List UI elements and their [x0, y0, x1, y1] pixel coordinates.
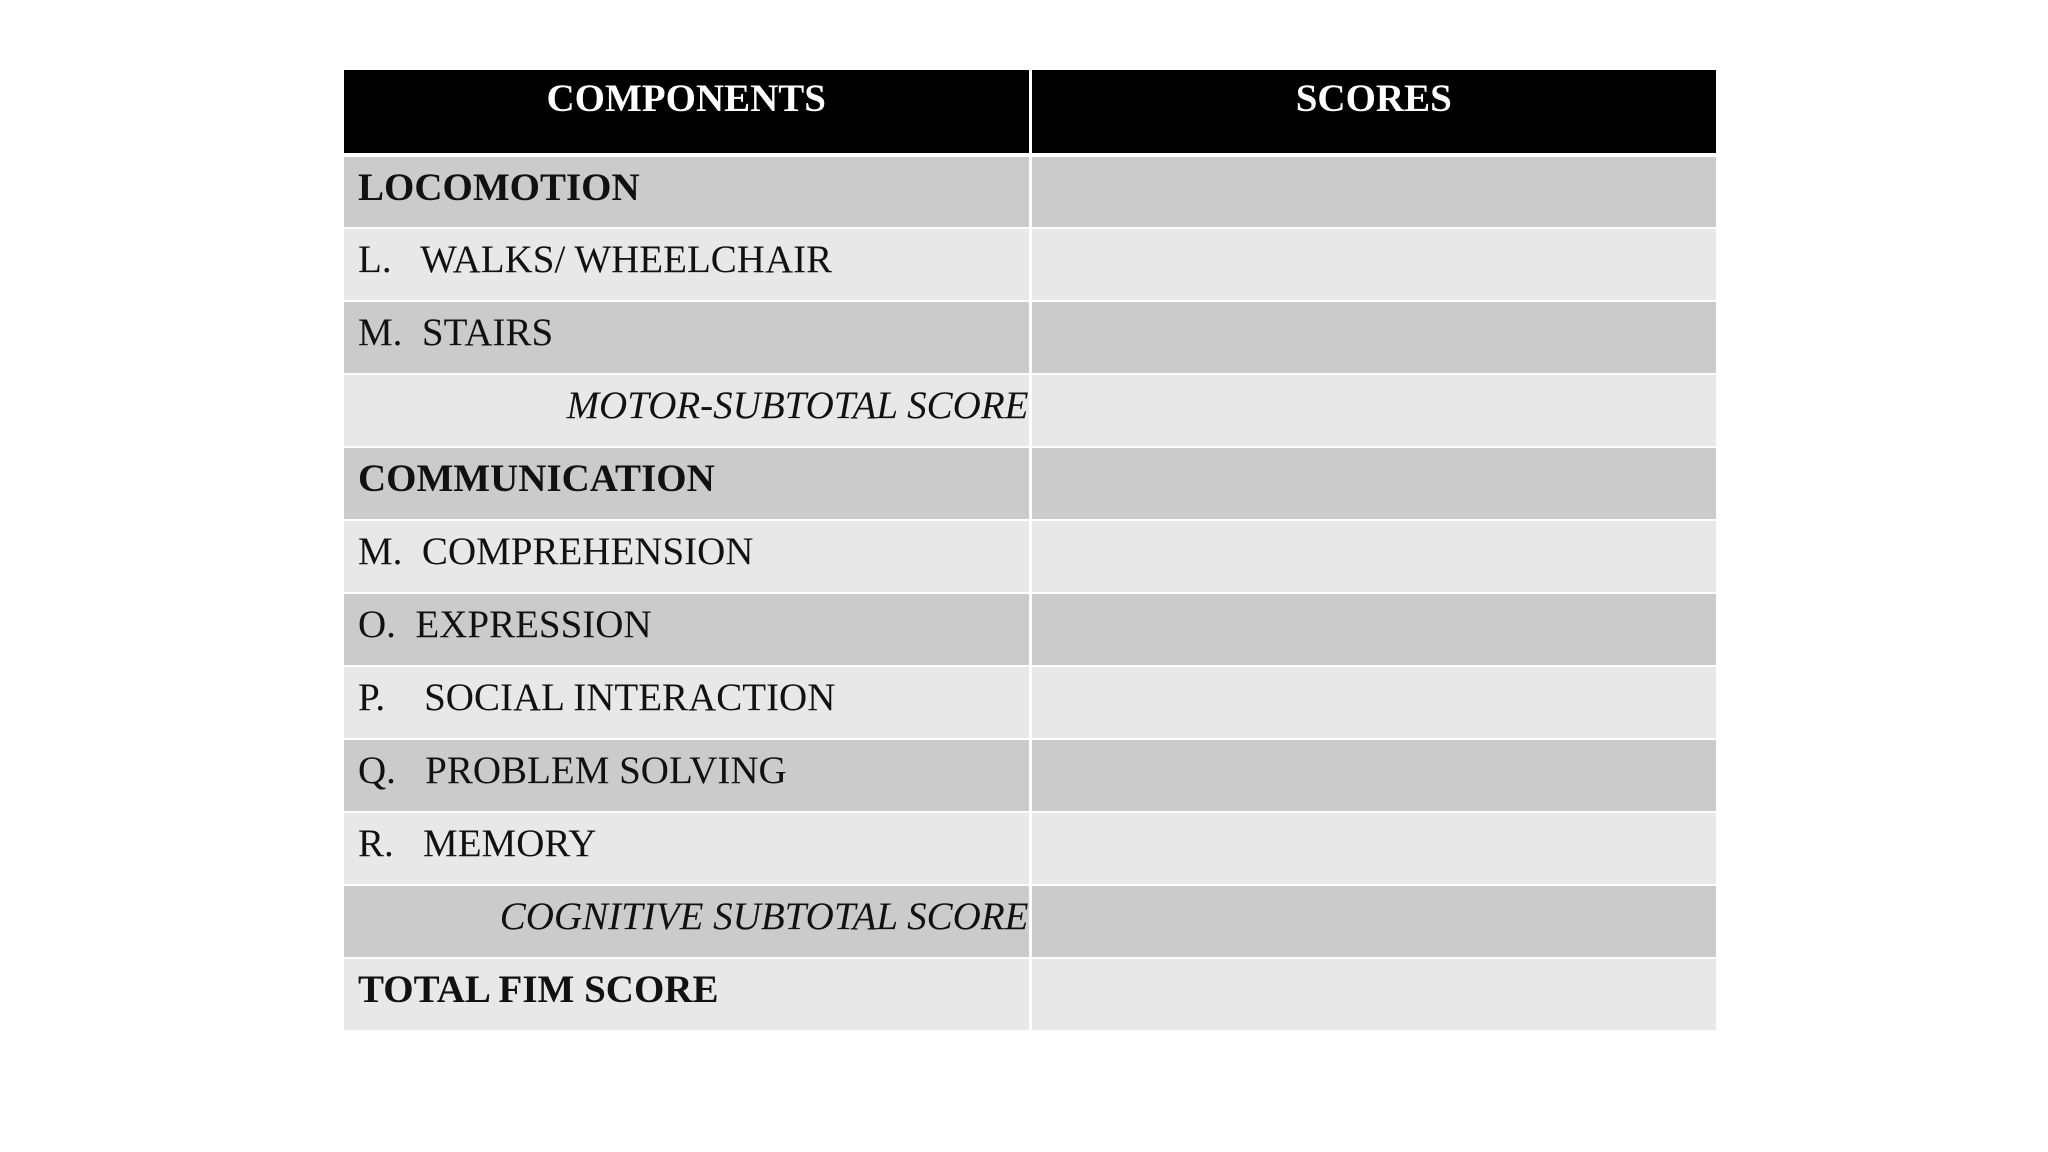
- row-label-total-fim-score: TOTAL FIM SCORE: [344, 958, 1030, 1031]
- row-label-social-interaction: P. SOCIAL INTERACTION: [344, 666, 1030, 739]
- row-label-memory: R. MEMORY: [344, 812, 1030, 885]
- table-row: [344, 666, 1716, 739]
- score-cell[interactable]: [1030, 739, 1716, 812]
- table-row: [344, 958, 1716, 1031]
- row-label-walks-wheelchair: L. WALKS/ WHEELCHAIR: [344, 228, 1030, 301]
- header-components: COMPONENTS: [344, 70, 1030, 155]
- score-cell[interactable]: [1030, 593, 1716, 666]
- table-row: [344, 447, 1716, 520]
- score-cell[interactable]: [1030, 885, 1716, 958]
- score-cell[interactable]: [1030, 374, 1716, 447]
- row-label-comprehension: M. COMPREHENSION: [344, 520, 1030, 593]
- row-label-expression: O. EXPRESSION: [344, 593, 1030, 666]
- score-cell[interactable]: [1030, 666, 1716, 739]
- row-label-cognitive-subtotal: COGNITIVE SUBTOTAL SCORE: [344, 885, 1030, 958]
- table-row: [344, 301, 1716, 374]
- table-header-row: [344, 70, 1716, 155]
- score-cell[interactable]: [1030, 958, 1716, 1031]
- score-cell[interactable]: [1030, 447, 1716, 520]
- header-scores: SCORES: [1030, 70, 1716, 155]
- table-row: [344, 812, 1716, 885]
- table-row: [344, 374, 1716, 447]
- score-cell[interactable]: [1030, 155, 1716, 228]
- row-label-communication: COMMUNICATION: [344, 447, 1030, 520]
- table-row: [344, 885, 1716, 958]
- score-cell[interactable]: [1030, 228, 1716, 301]
- table-row: [344, 593, 1716, 666]
- fim-score-table: [344, 70, 1716, 1032]
- score-cell[interactable]: [1030, 520, 1716, 593]
- table-row: [344, 520, 1716, 593]
- row-label-problem-solving: Q. PROBLEM SOLVING: [344, 739, 1030, 812]
- score-cell[interactable]: [1030, 301, 1716, 374]
- row-label-locomotion: LOCOMOTION: [344, 155, 1030, 228]
- table-row: [344, 228, 1716, 301]
- score-cell[interactable]: [1030, 812, 1716, 885]
- table-row: [344, 739, 1716, 812]
- table-row: [344, 155, 1716, 228]
- row-label-motor-subtotal: MOTOR-SUBTOTAL SCORE: [344, 374, 1030, 447]
- row-label-stairs: M. STAIRS: [344, 301, 1030, 374]
